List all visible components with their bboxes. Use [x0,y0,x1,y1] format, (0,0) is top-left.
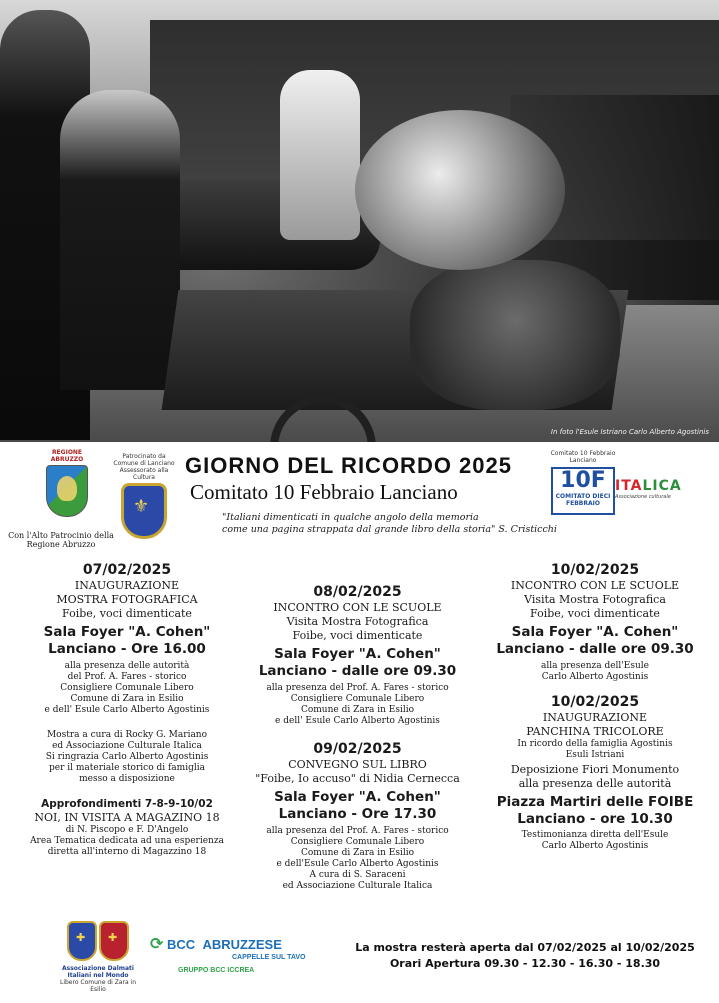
associazione-dalmati-logo [53,921,143,993]
event-detail: In ricordo della famiglia Agostinis [517,739,673,749]
event-line: INCONTRO CON LE SCUOLE [510,579,680,592]
event-date: 10/02/2025 [550,562,640,578]
event-line: alla presenza delle autorità [518,777,672,790]
event-line: PANCHINA TRICOLORE [526,725,664,738]
bcc-subtitle: CAPPELLE SUL TAVO [232,954,306,961]
event-place-time: Lanciano - Ore 16.00 [48,641,206,657]
quote-line-1: "Italiani dimenticati in qualche angolo della memoria [222,512,479,523]
event-detail: Carlo Alberto Agostinis [541,841,649,851]
event-detail: Comune di Zara in Esilio [70,694,184,704]
page-subtitle: Comitato 10 Febbraio Lanciano [190,480,458,504]
exhibit-credit: ed Associazione Culturale Italica [52,741,202,751]
comune-crest-icon [121,483,167,539]
exhibit-credit: per il materiale storico di famiglia [49,763,205,773]
event-detail: A cura di S. Saraceni [309,870,406,880]
event-detail: e dell' Esule Carlo Alberto Agostinis [275,716,440,726]
photo-caption: In foto l'Esule Istriano Carlo Alberto Agostinis [550,428,709,436]
event-detail: ed Associazione Culturale Italica [282,881,433,891]
event-detail: Esuli Istriani [565,750,625,760]
patrocinio-text: Con l'Alto Patrocinio della Regione Abruzzo [8,531,114,549]
event-detail: e dell' Esule Carlo Alberto Agostinis [44,705,210,715]
event-detail: alla presenza del Prof. A. Fares - storico [266,826,449,836]
event-date: 10/02/2025 [550,694,640,710]
event-place-time: Lanciano - dalle ore 09.30 [258,663,457,679]
italica-word-b: LICA [642,478,682,494]
event-line: INAUGURAZIONE [542,711,648,724]
assoc-name-1: Associazione Dalmati [62,965,134,972]
bcc-mark-icon: ⟳ [150,936,164,953]
comitato-text: COMITATO DIECI FEBBRAIO [555,493,611,507]
comitato-number: 10F [560,468,606,493]
event-detail: alla presenza dell'Esule [541,661,649,671]
event-line: MOSTRA FOTOGRAFICA [56,593,198,606]
event-line: CONVEGNO SUL LIBRO [288,758,427,771]
event-line: Visita Mostra Fotografica [524,593,666,606]
event-detail: alla presenza del Prof. A. Fares - storico [266,683,449,693]
quote-line-2: come una pagina strappata dal grande libro della storia" S. Cristicchi [222,524,557,535]
event-line: INAUGURAZIONE [74,579,180,592]
regione-logo-text: REGIONE ABRUZZO [50,449,84,463]
event-detail: Consigliere Comunale Libero [290,694,425,704]
event-column-3 [480,561,710,852]
event-line: Foibe, voci dimenticate [292,629,423,642]
exhibit-opening-hours: Orari Apertura 09.30 - 12.30 - 16.30 - 18.30 [389,957,661,970]
event-date: 08/02/2025 [313,584,402,600]
event-column-2 [245,583,470,892]
bcc-group: GRUPPO BCC ICCREA [178,967,255,974]
event-line: Foibe, voci dimenticate [62,607,192,620]
event-column-1 [18,561,236,858]
event-detail: del Prof. A. Fares - storico [67,672,187,682]
approfondimenti-title: Approfondimenti 7-8-9-10/02 [41,798,213,810]
italica-word-a: ITA [615,478,643,494]
exhibit-credit: messo a disposizione [79,774,175,784]
page-title: GIORNO DEL RICORDO 2025 [185,453,512,478]
event-place-time: Lanciano - dalle ore 09.30 [496,641,694,657]
event-detail: Testimonianza diretta dell'Esule [521,830,669,840]
event-place-time: Lanciano - ore 10.30 [517,811,673,827]
event-line: Deposizione Fiori Monumento [510,763,680,776]
event-detail: Consigliere Comunale Libero [290,837,425,847]
exhibit-credit: Mostra a cura di Rocky G. Mariano [46,730,208,740]
dalmati-crest-icon [67,921,97,961]
exhibit-credit: Si ringrazia Carlo Alberto Agostinis [45,752,209,762]
exhibit-dates: La mostra resterà aperta dal 07/02/2025 al 10/02/2025 [355,941,695,954]
bcc-region: ABRUZZESE [202,937,282,952]
italica-logo [615,478,695,500]
event-venue: Sala Foyer "A. Cohen" [43,624,211,640]
zara-crest-icon [99,921,129,961]
event-detail: Carlo Alberto Agostinis [541,672,649,682]
event-venue: Piazza Martiri delle FOIBE [496,794,694,810]
comitato-logo-top: Comitato 10 Febbraio Lanciano [550,450,616,464]
italica-subtitle: Associazione culturale [615,494,671,500]
comune-logo-text: Patrocinato da Comune di Lanciano Assessorato alla Cultura [113,453,175,481]
event-venue: Sala Foyer "A. Cohen" [274,789,441,805]
bcc-name: BCC [167,937,196,952]
assoc-name-2: Italiani nel Mondo [67,972,129,979]
comune-lanciano-logo [110,453,178,541]
event-detail: alla presenza delle autorità [64,661,190,671]
bcc-abruzzese-logo [150,934,320,974]
event-line: Foibe, voci dimenticate [530,607,660,620]
historic-photo [0,0,719,442]
event-venue: Sala Foyer "A. Cohen" [511,624,679,640]
event-detail: e dell'Esule Carlo Alberto Agostinis [276,859,439,869]
event-line: "Foibe, Io accuso" di Nidia Cernecca [255,772,460,785]
event-date: 07/02/2025 [82,562,172,578]
event-date: 09/02/2025 [313,741,402,757]
event-venue: Sala Foyer "A. Cohen" [274,646,441,662]
regione-abruzzo-logo [42,449,92,519]
assoc-name-3: Libero Comune di Zara in Esilio [59,979,137,993]
event-line: Visita Mostra Fotografica [286,615,429,628]
comitato-logo [548,450,618,518]
event-line: INCONTRO CON LE SCUOLE [273,601,442,614]
approfondimenti-line: NOI, IN VISITA A MAGAZINO 18 [34,811,220,824]
approfondimenti-detail: Area Tematica dedicata ad una esperienza [30,836,224,846]
exhibit-hours [340,940,710,972]
approfondimenti-detail: di N. Piscopo e F. D'Angelo [65,825,189,835]
approfondimenti-detail: diretta all'interno di Magazzino 18 [47,847,207,857]
quote [222,512,567,536]
event-detail: Comune di Zara in Esilio [300,705,415,715]
event-place-time: Lanciano - Ore 17.30 [278,806,437,822]
event-detail: Consigliere Comunale Libero [60,683,194,693]
regione-shield-icon [46,465,88,517]
event-detail: Comune di Zara in Esilio [300,848,415,858]
